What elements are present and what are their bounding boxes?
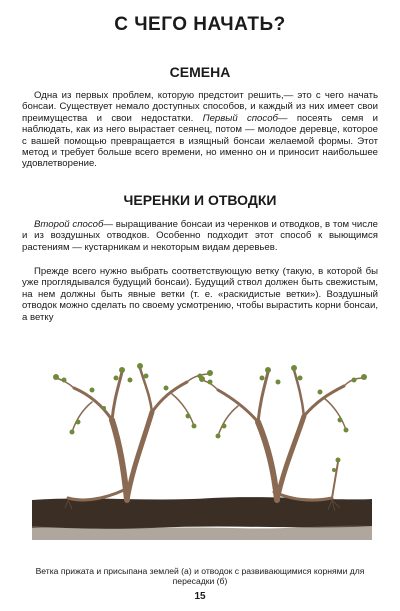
- paragraph-cuttings-2: Прежде всего нужно выбрать соответствующую ветку (такую, в которой бы уже проглядывался будущий бонсаи). Будущий ствол должен быть свежистым, на нем должны быть явные ветки (т. е. «раскидистые ветки»). Воздушный отводок можно сделать по своему усмотрению, чтобы вырастить корни бонсаи, а ветку: [22, 266, 378, 323]
- left-tree: [56, 368, 210, 500]
- first-method-emphasis: Первый способ: [202, 112, 278, 124]
- paragraph-cuttings-1: [22, 219, 378, 253]
- second-method-emphasis: Второй способ: [34, 219, 104, 230]
- paragraph-cuttings-1-text: — выращивание бонсаи из черенков и отводков, в том числе и из воздушных отводков. Особенно подходит этот способ к выющимся растениям — кустарникам и некоторым видам деревьев.: [22, 219, 378, 253]
- section-heading-seeds: СЕМЕНА: [169, 64, 231, 80]
- paragraph-seeds-text-a: Одна из первых проблем, которую предстоит решить,— это с чего начать бонсаи. Существует немало доступных способов, и каждый из них имеет свои преимущества и свои недостатки.: [22, 90, 378, 124]
- tree-layering-drawing: [32, 350, 372, 562]
- right-tree: [202, 370, 364, 500]
- page-number: 15: [194, 591, 206, 602]
- layering-illustration: [32, 350, 372, 562]
- section-heading-cuttings: ЧЕРЕНКИ И ОТВОДКИ: [123, 192, 277, 208]
- soil-strip: [32, 497, 372, 529]
- left-tree-leaves: [53, 363, 213, 435]
- page-title: С ЧЕГО НАЧАТЬ?: [114, 14, 286, 35]
- right-tree-leaves: [199, 365, 367, 472]
- paragraph-seeds: [22, 90, 378, 170]
- figure-caption: Ветка прижата и присыпана землей (а) и отводок с развивающимися корнями для пересадки (б): [35, 566, 365, 586]
- paragraph-seeds-text-b: — посеять семя и наблюдать, как из него вырастает сеянец, потом — молодое деревце, которое с вашей помощью превращается в изящный бонсаи желаемой формы. Этот метод и требует больше всего времени, но именно он и приносит наибольшее удовлетворение.: [22, 112, 378, 170]
